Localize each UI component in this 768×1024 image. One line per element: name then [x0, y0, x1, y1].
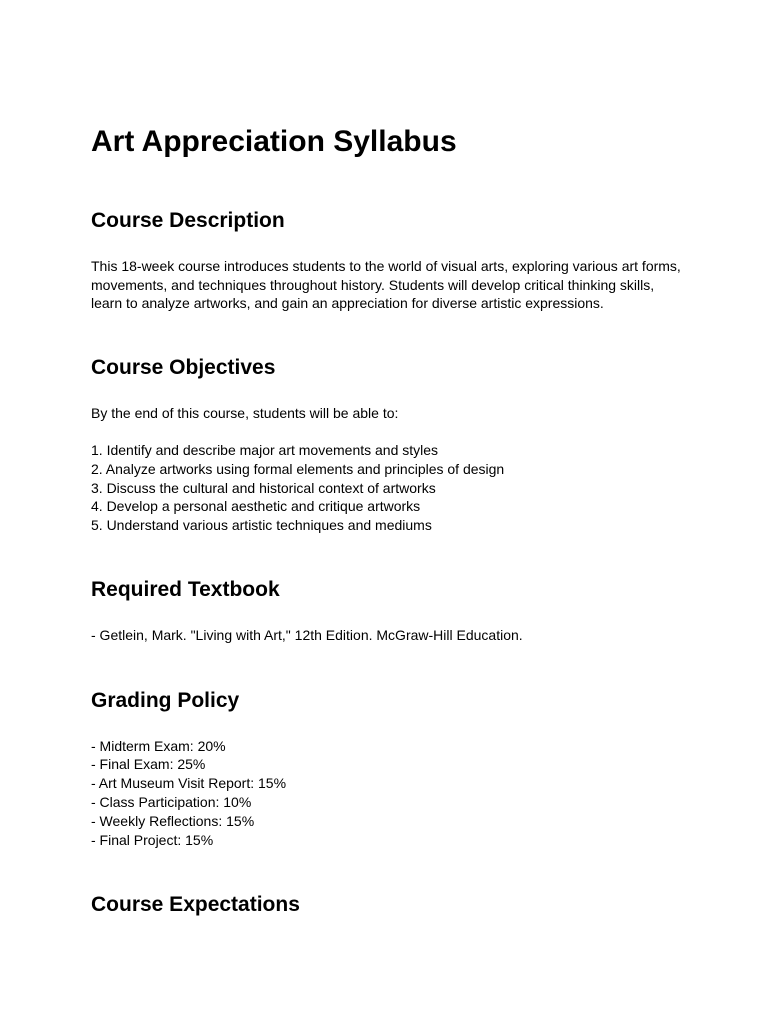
grading-item: - Art Museum Visit Report: 15% [91, 775, 287, 791]
objective-item: 4. Develop a personal aesthetic and critique artworks [91, 498, 421, 514]
course-description-heading: Course Description [91, 209, 285, 232]
course-description-line: This 18-week course introduces students to the world of visual arts, exploring various art forms, [91, 258, 681, 274]
document-title: Art Appreciation Syllabus [91, 125, 457, 158]
grading-item: - Final Exam: 25% [91, 756, 206, 772]
grading-item: - Midterm Exam: 20% [91, 738, 226, 754]
course-objectives-heading: Course Objectives [91, 356, 276, 379]
grading-item: - Weekly Reflections: 15% [91, 813, 255, 829]
course-expectations-heading: Course Expectations [91, 893, 300, 916]
objective-item: 2. Analyze artworks using formal elements and principles of design [91, 461, 505, 477]
required-textbook-heading: Required Textbook [91, 578, 280, 601]
grading-policy-heading: Grading Policy [91, 689, 240, 712]
objective-item: 1. Identify and describe major art movements and styles [91, 442, 439, 458]
textbook-item: - Getlein, Mark. "Living with Art," 12th Edition. McGraw-Hill Education. [91, 627, 523, 643]
objective-item: 5. Understand various artistic techniques and mediums [91, 517, 432, 533]
grading-item: - Final Project: 15% [91, 832, 214, 848]
grading-item: - Class Participation: 10% [91, 794, 252, 810]
course-description-line: movements, and techniques throughout history. Students will develop critical thinking skills, [91, 276, 655, 293]
objective-item: 3. Discuss the cultural and historical context of artworks [91, 480, 436, 496]
course-objectives-intro: By the end of this course, students will be able to: [91, 405, 399, 421]
course-description-line: learn to analyze artworks, and gain an appreciation for diverse artistic expressions. [91, 295, 604, 311]
